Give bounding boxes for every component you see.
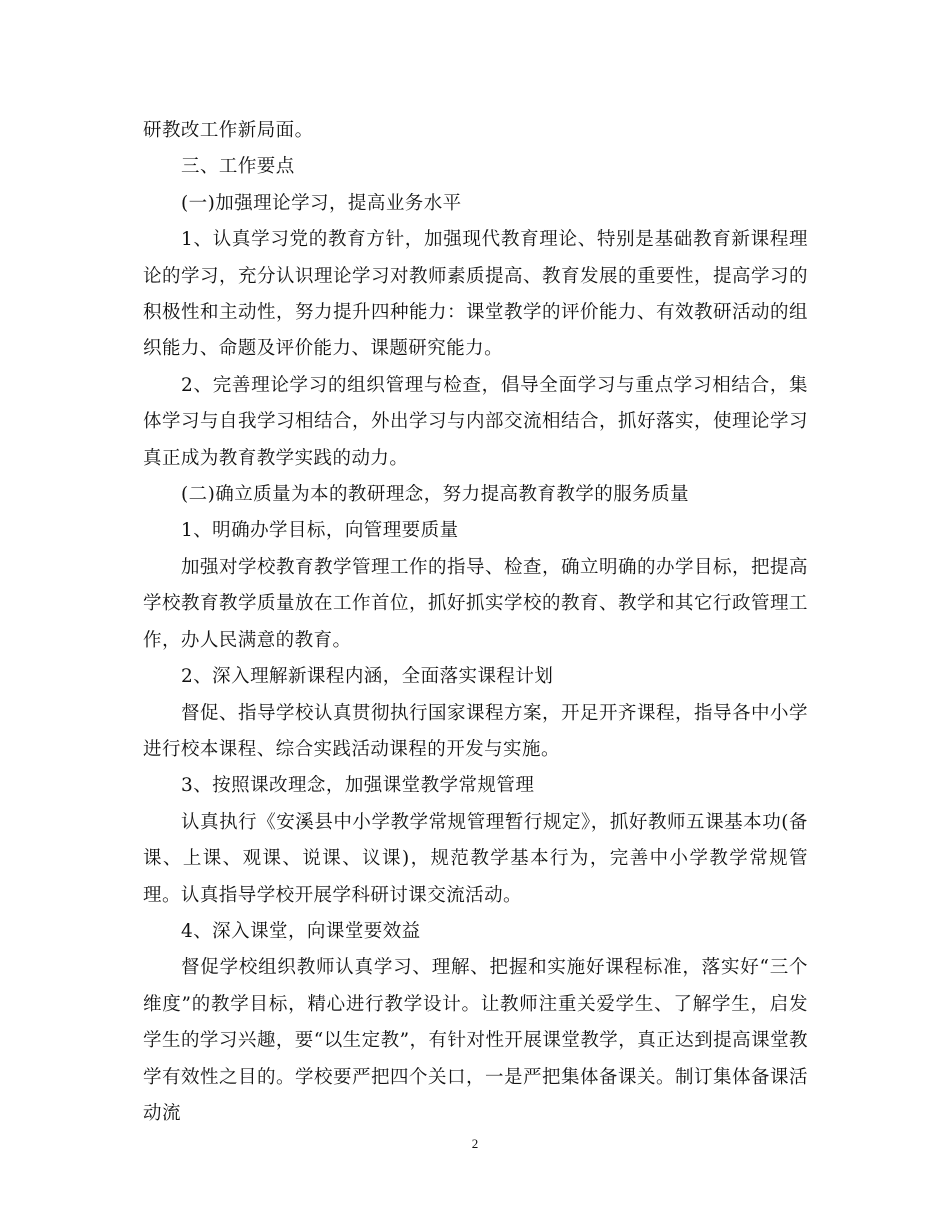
- paragraph: 督促学校组织教师认真学习、理解、把握和实施好课程标准，落实好“三个维度”的教学目标，精心进行教学设计。让教师注重关爱学生、了解学生，启发学生的学习兴趣，要“以生定教”，有针对性开展课堂教学，真正达到提高课堂教学有效性之目的。学校要严把四个关口，一是严把集体备课关。制订集体备课活动流: [143, 957, 808, 1124]
- paragraph: 认真执行《安溪县中小学教学常规管理暂行规定》，抓好教师五课基本功(备课、上课、观课、说课、议课)，规范教学基本行为，完善中小学教学常规管理。认真指导学校开展学科研讨课交流活动。: [143, 811, 808, 906]
- section-heading: 三、工作要点: [181, 156, 295, 178]
- paragraph: 1、认真学习党的教育方针，加强现代教育理论、特别是基础教育新课程理论的学习，充分认识理论学习对教师素质提高、教育发展的重要性，提高学习的积极性和主动性，努力提升四种能力：课堂教学的评价能力、有效教研活动的组织能力、命题及评价能力、课题研究能力。: [143, 229, 808, 360]
- subsection-heading: (二)确立质量为本的教研理念，努力提高教育教学的服务质量: [181, 484, 690, 506]
- subsection-heading: (一)加强理论学习，提高业务水平: [181, 192, 462, 214]
- paragraph: 督促、指导学校认真贯彻执行国家课程方案，开足开齐课程，指导各中小学进行校本课程、综合实践活动课程的开发与实施。: [143, 702, 808, 760]
- document-body: [143, 113, 808, 1132]
- item-heading: 1、明确办学目标，向管理要质量: [181, 520, 459, 542]
- paragraph: 2、完善理论学习的组织管理与检查，倡导全面学习与重点学习相结合，集体学习与自我学习相结合，外出学习与内部交流相结合，抓好落实，使理论学习真正成为教育教学实践的动力。: [143, 374, 808, 469]
- item-heading: 2、深入理解新课程内涵，全面落实课程计划: [181, 666, 554, 688]
- page-number: 2: [471, 1136, 479, 1151]
- paragraph-continuation: 研教改工作新局面。: [143, 120, 314, 141]
- paragraph: 加强对学校教育教学管理工作的指导、检查，确立明确的办学目标，把提高学校教育教学质量放在工作首位，抓好抓实学校的教育、教学和其它行政管理工作，办人民满意的教育。: [143, 556, 808, 651]
- item-heading: 3、按照课改理念，加强课堂教学常规管理: [181, 775, 535, 797]
- item-heading: 4、深入课堂，向课堂要效益: [181, 920, 421, 942]
